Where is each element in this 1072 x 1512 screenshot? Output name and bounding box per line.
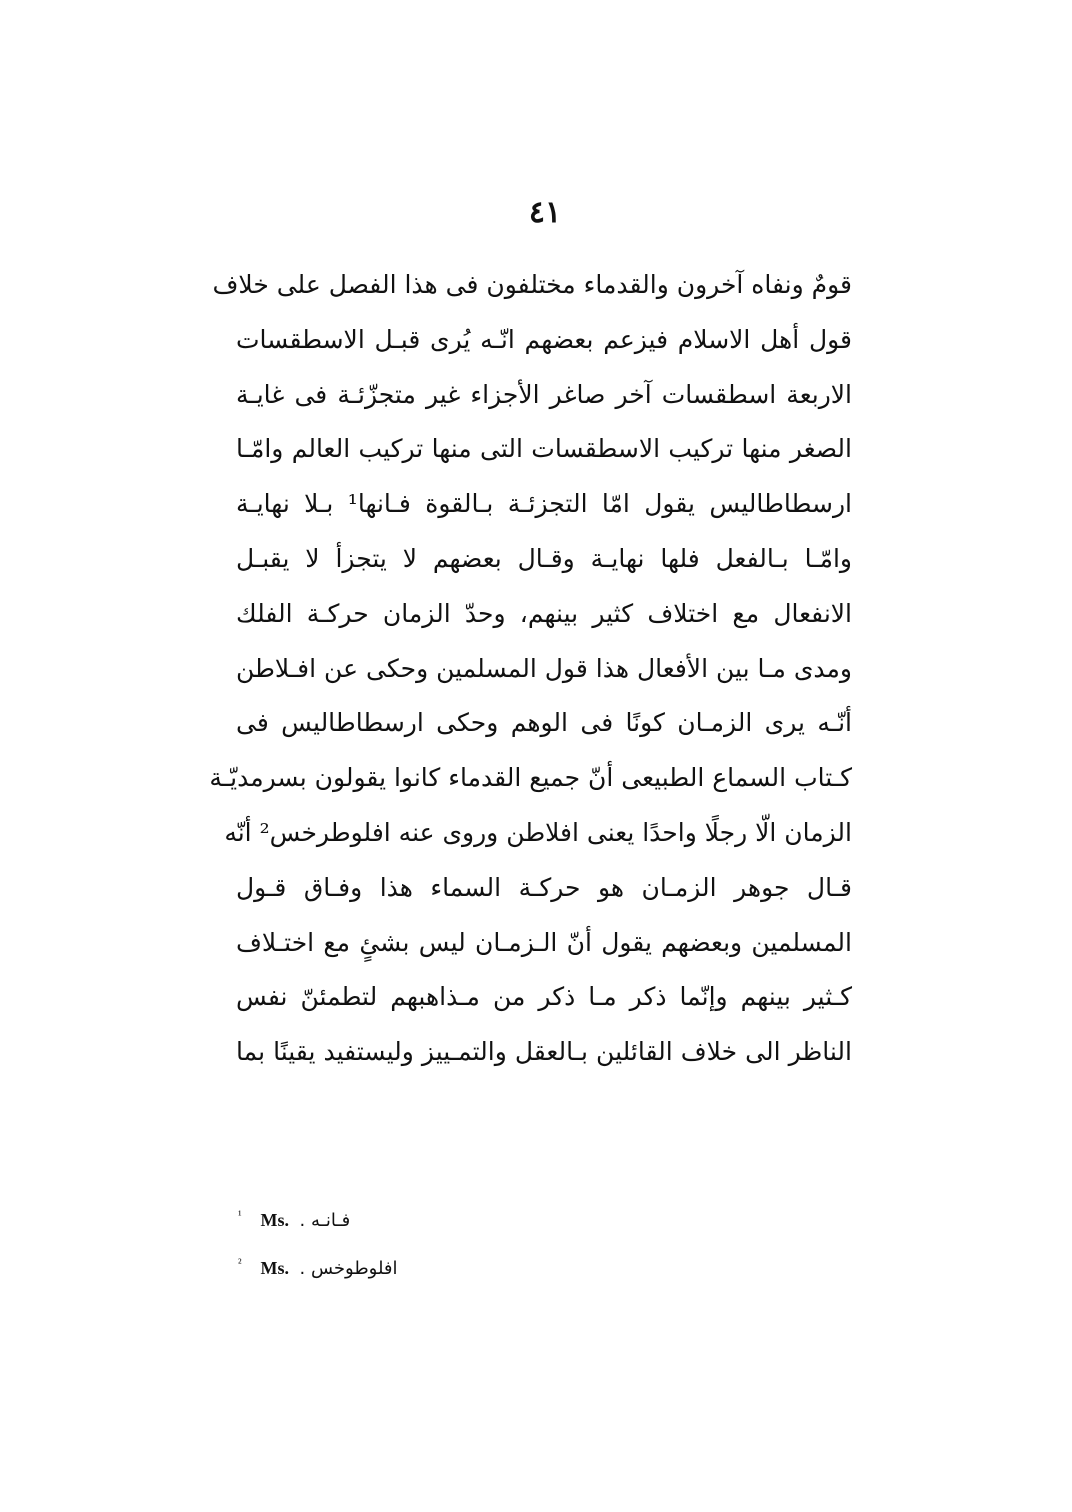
text-line: الاربعة اسطقسات آخر صاغر الأجزاء غير متجزّئـة فى غايـة [236,379,852,409]
text-line: الصغر منها تركيب الاسطقسات التى منها تركيب العالم وامّـا [236,434,852,464]
footnote-marker: ¹ [238,1208,242,1222]
text-line: قـال جوهر الزمـان هو حركـة السماء هذا وفـاق قـول [236,872,852,902]
text-line: أنّـه يرى الزمـان كونًا فى الوهم وحكى ارسطاطاليس فى [236,708,852,738]
text-line: ومدى مـا بين الأفعال هذا قول المسلمين وحكى عن افـلاطن [236,653,852,683]
text-line: الانفعال مع اختلاف كثير بينهم، وحدّ الزمان حركـة الفلك [236,598,852,628]
main-text-block [209,258,852,1080]
text-line: الزمان الّا رجلًا واحدًا يعنى افلاطن وروى عنه افلوطرخس² أنّه [224,817,852,847]
text-line: قومٌ ونفاه آخرون والقدماء مختلفون فى هذا الفصل على خلاف [212,270,852,299]
text-line: المسلمين وبعضهم يقول أنّ الـزمـان ليس بشئٍ مع اختـلاف [236,927,852,957]
footnote-2 [238,1243,498,1291]
text-line: الناظر الى خلاف القائلين بـالعقل والتمـييز وليستفيد يقينًا بما [236,1037,852,1067]
page-number: ٤١ [528,195,562,230]
text-line: كـثير بينهم وإنّما ذكر مـا ذكر من مـذاهبهم لتطمئنّ نفس [236,982,852,1012]
footnote-ms-label: Ms. [260,1210,289,1230]
text-line: قول أهل الاسلام فيزعم بعضهم انّـه يُرى قبـل الاسطقسات [236,324,852,354]
footnote-marker: ² [238,1256,242,1270]
text-line: ارسطاطاليس يقول امّا التجزئـة بـالقوة فـانها¹ بـلا نهايـة [236,489,852,519]
footnotes [238,1195,498,1291]
text-line: وامّـا بـالفعل فلها نهايـة وقـال بعضهم لا يتجزأ لا يقبـل [236,543,852,573]
footnote-reading: افلوطوخس . [299,1258,398,1279]
footnote-ms-label: Ms. [260,1258,289,1278]
footnote-reading: فـانـه . [299,1210,351,1231]
text-line: كـتاب السماع الطبيعى أنّ جميع القدماء كانوا يقولون بسرمديّـة [209,763,852,793]
footnote-1 [238,1195,498,1243]
